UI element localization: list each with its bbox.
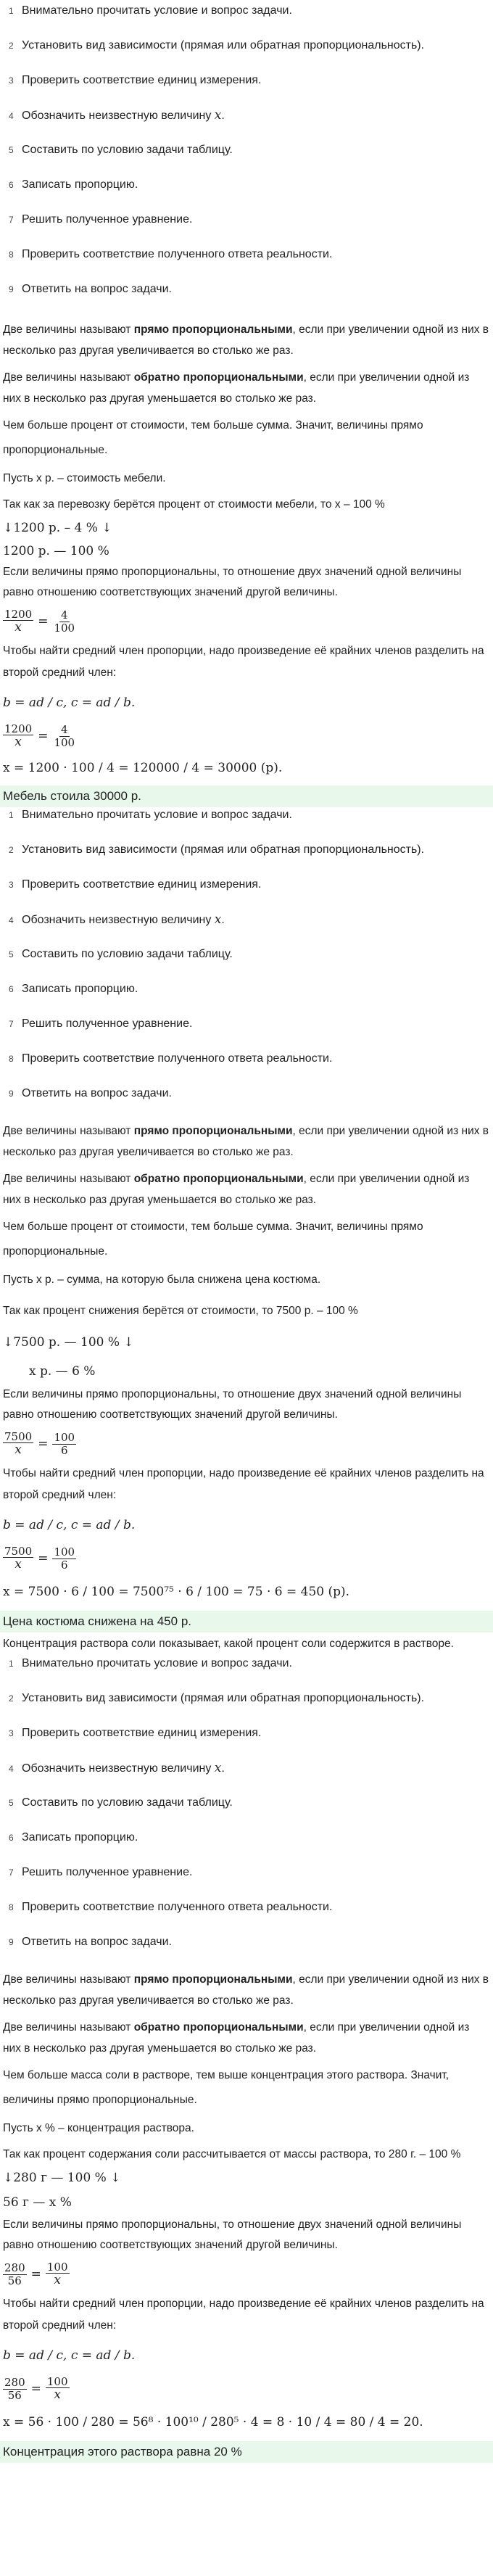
step-item: 5 Составить по условию задачи таблицу. — [9, 948, 233, 960]
task-3 — [0, 1632, 493, 2463]
algorithm-steps — [0, 1656, 493, 1969]
proportion-row-2: x р. — 6 % — [29, 1363, 96, 1379]
proportion-equation-repeat: $\frac{1200}{x}$ = $\frac{4}{100}$ — [4, 722, 75, 750]
proportion-rule: Если величины прямо пропорциональны, то отношение двух значений одной величины равно отношению соответствующих значений другой величины. — [3, 566, 462, 598]
intro-text: Концентрация раствора соли показывает, какой процент соли содержится в растворе. — [3, 1638, 454, 1650]
answer-box: Мебель стоила 30000 р. — [0, 785, 493, 807]
proportion-equation-repeat: $\frac{7500}{x}$ = $\frac{100}{6}$ — [4, 1544, 75, 1572]
proportion-row-2: 1200 р. — 100 % — [3, 543, 109, 558]
proportion-row-1: ↓1200 р. – 4 % ↓ — [3, 520, 112, 535]
proportion-equation-repeat: $\frac{280}{56}$ = $\frac{100}{x}$ — [4, 2374, 68, 2403]
middle-term-rule: Чтобы найти средний член пропорции, надо произведение её крайних членов разделить на второй средний член: — [3, 1467, 484, 1501]
step-item: 4 Обозначить неизвестную величину x. — [9, 912, 225, 927]
step-item: 2 Установить вид зависимости (прямая или обратная пропорциональность). — [9, 39, 425, 51]
formula: b = ad / c, c = ad / b. — [3, 695, 136, 710]
task-1 — [0, 3, 493, 807]
definition-direct: Две величины называют прямо пропорциональными, если при увеличении одной из них в несколько раз другая увеличивается во столько же раз. — [3, 1125, 489, 1158]
step-item: 7 Решить полученное уравнение. — [9, 1866, 193, 1878]
step-item: 8 Проверить соответствие полученного ответа реальности. — [9, 248, 333, 260]
algorithm-steps — [0, 807, 493, 1120]
step-item: 9 Ответить на вопрос задачи. — [9, 283, 172, 295]
step-item: 5 Составить по условию задачи таблицу. — [9, 1796, 233, 1809]
step-item: 7 Решить полученное уравнение. — [9, 1017, 193, 1030]
calculation: x = 1200 · 100 / 4 = 120000 / 4 = 30000 (р). — [3, 760, 283, 775]
condition-text: Так как процент снижения берётся от стоимости, то 7500 р. – 100 % — [3, 1305, 358, 1317]
definition-inverse: Две величины называют обратно пропорциональными, если при увеличении одной из них в несколько раз другая уменьшается во столько же раз. — [3, 1173, 470, 1206]
proportion-equation: $\frac{1200}{x}$ = $\frac{4}{100}$ — [4, 607, 75, 635]
step-item: 4 Обозначить неизвестную величину x. — [9, 1761, 225, 1775]
middle-term-rule: Чтобы найти средний член пропорции, надо произведение её крайних членов разделить на второй средний член: — [3, 2298, 484, 2332]
let-text: Пусть x р. – сумма, на которую была снижена цена костюма. — [3, 1273, 321, 1286]
calculation: x = 56 · 100 / 280 = 56⁸ · 100¹⁰ / 280⁵ · 4 = 8 · 10 / 4 = 80 / 4 = 20. — [3, 2414, 423, 2430]
proportion-row-1: ↓7500 р. — 100 % ↓ — [3, 1334, 134, 1350]
step-item: 1 Внимательно прочитать условие и вопрос задачи. — [9, 4, 292, 17]
calculation: x = 7500 · 6 / 100 = 7500⁷⁵ · 6 / 100 = 75 · 6 = 450 (р). — [3, 1584, 350, 1599]
step-item: 2 Установить вид зависимости (прямая или обратная пропорциональность). — [9, 1692, 425, 1704]
let-text: Пусть x % – концентрация раствора. — [3, 2122, 194, 2134]
step-item: 9 Ответить на вопрос задачи. — [9, 1087, 172, 1099]
middle-term-rule: Чтобы найти средний член пропорции, надо произведение её крайних членов разделить на второй средний член: — [3, 645, 484, 679]
condition-text: Так как процент содержания соли рассчитывается от массы раствора, то 280 г. – 100 % — [3, 2148, 461, 2160]
step-item: 4 Обозначить неизвестную величину x. — [9, 108, 225, 123]
reasoning-text: Чем больше масса соли в растворе, тем выше концентрация этого раствора. Значит, величины прямо пропорциональные. — [3, 2069, 450, 2106]
step-item: 9 Ответить на вопрос задачи. — [9, 1936, 172, 1948]
reasoning-text: Чем больше процент от стоимости, тем больше сумма. Значит, величины прямо пропорциональные. — [3, 1221, 423, 1258]
step-item: 6 Записать пропорцию. — [9, 1831, 138, 1844]
step-item: 5 Составить по условию задачи таблицу. — [9, 144, 233, 156]
proportion-rule: Если величины прямо пропорциональны, то отношение двух значений одной величины равно отношению соответствующих значений другой величины. — [3, 1388, 462, 1421]
step-item: 8 Проверить соответствие полученного ответа реальности. — [9, 1052, 333, 1065]
answer-box: Концентрация этого раствора равна 20 % — [0, 2441, 493, 2463]
definition-direct: Две величины называют прямо пропорциональными, если при увеличении одной из них в несколько раз другая увеличивается во столько же раз. — [3, 323, 489, 357]
answer-box: Цена костюма снижена на 450 р. — [0, 1611, 493, 1632]
step-item: 1 Внимательно прочитать условие и вопрос задачи. — [9, 1657, 292, 1669]
proportion-equation: $\frac{7500}{x}$ = $\frac{100}{6}$ — [4, 1429, 75, 1458]
definition-direct: Две величины называют прямо пропорциональными, если при увеличении одной из них в несколько раз другая увеличивается во столько же раз. — [3, 1973, 489, 2007]
step-item: 1 Внимательно прочитать условие и вопрос задачи. — [9, 809, 292, 821]
formula: b = ad / c, c = ad / b. — [3, 2348, 136, 2363]
proportion-row-1: ↓280 г — 100 % ↓ — [3, 2170, 121, 2185]
step-item: 7 Решить полученное уравнение. — [9, 213, 193, 226]
step-item: 6 Записать пропорцию. — [9, 178, 138, 191]
step-item: 3 Проверить соответствие единиц измерения. — [9, 74, 262, 86]
reasoning-text: Чем больше процент от стоимости, тем больше сумма. Значит, величины прямо пропорциональные. — [3, 419, 423, 456]
step-item: 3 Проверить соответствие единиц измерения. — [9, 878, 262, 891]
definition-inverse: Две величины называют обратно пропорциональными, если при увеличении одной из них в несколько раз другая уменьшается во столько же раз. — [3, 371, 470, 405]
step-item: 3 Проверить соответствие единиц измерения. — [9, 1727, 262, 1739]
proportion-row-2: 56 г — x % — [3, 2195, 72, 2210]
let-text: Пусть x р. – стоимость мебели. — [3, 472, 166, 484]
task-2 — [0, 807, 493, 1632]
formula: b = ad / c, c = ad / b. — [3, 1517, 136, 1532]
condition-text: Так как за перевозку берётся процент от стоимости мебели, то x – 100 % — [3, 498, 385, 511]
step-item: 2 Установить вид зависимости (прямая или обратная пропорциональность). — [9, 843, 425, 856]
step-item: 8 Проверить соответствие полученного ответа реальности. — [9, 1901, 333, 1913]
definition-inverse: Две величины называют обратно пропорциональными, если при увеличении одной из них в несколько раз другая уменьшается во столько же раз. — [3, 2021, 470, 2055]
proportion-rule: Если величины прямо пропорциональны, то отношение двух значений одной величины равно отношению соответствующих значений другой величины. — [3, 2218, 462, 2251]
proportion-equation: $\frac{280}{56}$ = $\frac{100}{x}$ — [4, 2260, 68, 2288]
step-item: 6 Записать пропорцию. — [9, 983, 138, 995]
algorithm-steps — [0, 3, 493, 316]
